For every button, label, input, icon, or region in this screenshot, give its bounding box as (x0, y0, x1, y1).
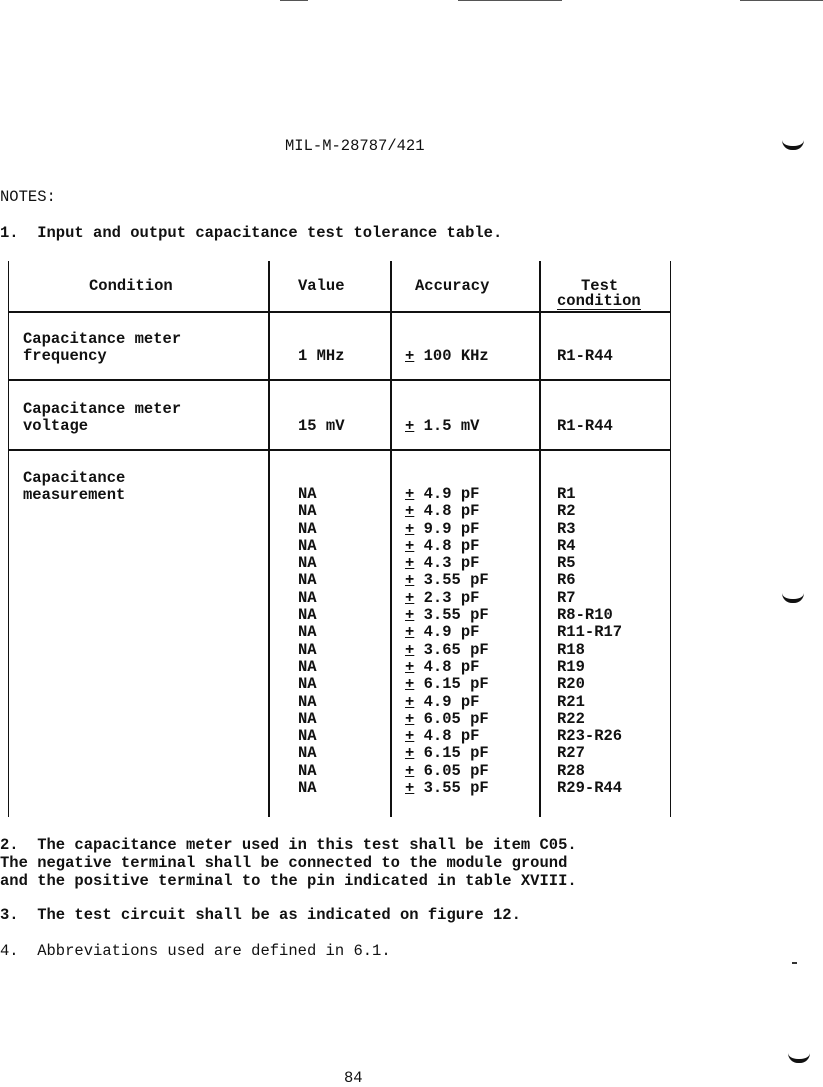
measurement-test-condition: R11-R17 (557, 623, 623, 642)
row1-test-condition: R1-R44 (557, 347, 613, 365)
measurement-test-condition: R20 (557, 675, 585, 694)
accuracy-value: 6.05 pF (414, 709, 489, 728)
capacitance-tolerance-table (8, 261, 671, 817)
measurement-test-condition: R6 (557, 571, 576, 590)
plus-minus-sign: + (405, 554, 415, 573)
measurement-values-column (298, 486, 317, 797)
measurement-accuracy (405, 676, 489, 693)
measurement-value: NA (298, 675, 317, 694)
note-4: 4. Abbreviations used are defined in 6.1. (0, 942, 391, 960)
plus-minus-sign: + (405, 709, 415, 728)
measurement-test-condition: R8-R10 (557, 606, 613, 625)
binder-mark-icon (782, 140, 804, 150)
row2-test-condition: R1-R44 (557, 417, 613, 435)
plus-minus-sign: + (405, 571, 415, 590)
measurement-accuracy (405, 607, 489, 624)
measurement-test-condition: R22 (557, 709, 585, 728)
accuracy-value: 2.3 pF (414, 588, 480, 607)
accuracy-value: 6.15 pF (414, 675, 489, 694)
measurement-test-condition: R7 (557, 588, 576, 607)
measurement-test-condition-column (557, 486, 622, 797)
row-divider (9, 379, 670, 381)
accuracy-value: 4.8 pF (414, 657, 480, 676)
measurement-accuracy (405, 590, 489, 607)
accuracy-value: 3.55 pF (414, 571, 489, 590)
speck (792, 962, 797, 964)
measurement-value: NA (298, 779, 317, 798)
measurement-accuracy (405, 780, 489, 797)
measurement-value: NA (298, 485, 317, 503)
measurement-value: NA (298, 606, 317, 625)
accuracy-value: 6.15 pF (414, 744, 489, 763)
plus-minus-sign: + (405, 692, 415, 711)
measurement-test-condition: R23-R26 (557, 727, 623, 746)
note-2-line-2: The negative terminal shall be connected to the module ground (0, 854, 568, 872)
measurement-test-condition: R19 (557, 657, 585, 676)
plus-minus-sign: + (405, 744, 415, 763)
plus-minus-sign: + (405, 779, 415, 798)
plus-minus-sign: + (405, 536, 415, 555)
measurement-accuracy (405, 486, 489, 503)
note-2-line-1: 2. The capacitance meter used in this test shall be item C05. (0, 836, 577, 854)
column-divider (539, 261, 541, 817)
measurement-accuracy (405, 642, 489, 659)
accuracy-value: 4.8 pF (414, 536, 480, 555)
measurement-value: NA (298, 657, 317, 676)
header-value: Value (298, 277, 345, 295)
measurement-accuracy (405, 521, 489, 538)
measurement-accuracy (405, 711, 489, 728)
measurement-value: NA (298, 744, 317, 763)
measurement-accuracy (405, 694, 489, 711)
accuracy-value: 4.9 pF (414, 692, 480, 711)
notes-label: NOTES: (0, 188, 56, 206)
header-test: Test (581, 277, 619, 295)
accuracy-value: 3.65 pF (414, 640, 489, 659)
measurement-value: NA (298, 519, 317, 538)
row2-accuracy: + 1.5 mV (405, 417, 480, 435)
measurement-test-condition: R5 (557, 554, 576, 573)
column-divider (268, 261, 270, 817)
measurement-value: NA (298, 727, 317, 746)
plus-minus-sign: + (405, 640, 415, 659)
scan-artifact-line (280, 0, 308, 1)
measurement-test-condition: R28 (557, 761, 585, 780)
measurement-value: NA (298, 554, 317, 573)
header-accuracy: Accuracy (415, 277, 490, 295)
header-test-condition: condition (557, 292, 641, 310)
accuracy-value: 4.3 pF (414, 554, 480, 573)
plus-minus-sign: + (405, 485, 415, 503)
measurement-accuracy (405, 659, 489, 676)
measurement-accuracy (405, 624, 489, 641)
measurement-accuracy (405, 503, 489, 520)
measurement-value: NA (298, 623, 317, 642)
measurement-value: NA (298, 761, 317, 780)
measurement-test-condition: R4 (557, 536, 576, 555)
note-3: 3. The test circuit shall be as indicated on figure 12. (0, 906, 521, 924)
scan-artifact-line (458, 0, 562, 1)
measurement-value: NA (298, 571, 317, 590)
document-number: MIL-M-28787/421 (285, 137, 425, 155)
accuracy-value: 9.9 pF (414, 519, 480, 538)
binder-mark-icon (788, 1053, 810, 1063)
row2-condition-line1: Capacitance meter (23, 400, 182, 418)
measurement-test-condition: R29-R44 (557, 779, 623, 798)
row1-condition-line2: frequency (23, 347, 107, 365)
row2-value: 15 mV (298, 417, 345, 435)
note-1: 1. Input and output capacitance test tolerance table. (0, 224, 503, 242)
measurement-accuracy (405, 538, 489, 555)
measurement-value: NA (298, 536, 317, 555)
accuracy-value: 3.55 pF (414, 606, 489, 625)
plus-minus-sign: + (405, 761, 415, 780)
plus-minus-sign: + (405, 657, 415, 676)
accuracy-value: 4.8 pF (414, 727, 480, 746)
plus-minus-sign: + (405, 588, 415, 607)
plus-minus-sign: + (405, 727, 415, 746)
measurement-accuracy (405, 572, 489, 589)
plus-minus-sign: + (405, 502, 415, 521)
measurement-accuracy (405, 728, 489, 745)
column-divider (390, 261, 392, 817)
measurement-accuracy (405, 745, 489, 762)
measurement-value: NA (298, 692, 317, 711)
measurement-accuracy-column (405, 486, 489, 797)
row1-value: 1 MHz (298, 347, 345, 365)
row-divider (9, 311, 670, 313)
row2-condition-line2: voltage (23, 417, 89, 435)
row1-accuracy: + 100 KHz (405, 347, 489, 365)
plus-minus-sign: + (405, 606, 415, 625)
accuracy-value: 4.9 pF (414, 485, 480, 503)
measurement-test-condition: R3 (557, 519, 576, 538)
measurement-accuracy (405, 555, 489, 572)
accuracy-value: 6.05 pF (414, 761, 489, 780)
measurement-value: NA (298, 640, 317, 659)
measurement-test-condition: R27 (557, 744, 585, 763)
row-divider (9, 449, 670, 451)
header-condition: Condition (89, 277, 173, 295)
measurement-value: NA (298, 709, 317, 728)
measurement-test-condition: R18 (557, 640, 585, 659)
row3-condition-line1: Capacitance (23, 469, 126, 487)
plus-minus-sign: + (405, 675, 415, 694)
measurement-accuracy (405, 763, 489, 780)
note-2-line-3: and the positive terminal to the pin indicated in table XVIII. (0, 872, 577, 890)
measurement-value: NA (298, 588, 317, 607)
scan-artifact-line (740, 0, 823, 1)
accuracy-value: 4.9 pF (414, 623, 480, 642)
page-number: 84 (344, 1069, 363, 1087)
measurement-test-condition: R21 (557, 692, 585, 711)
accuracy-value: 4.8 pF (414, 502, 480, 521)
binder-mark-icon (782, 593, 804, 603)
measurement-test-condition: R2 (557, 502, 576, 521)
row1-condition-line1: Capacitance meter (23, 330, 182, 348)
plus-minus-sign: + (405, 519, 415, 538)
row3-condition-line2: measurement (23, 486, 126, 504)
measurement-value: NA (298, 502, 317, 521)
measurement-test-condition: R1 (557, 485, 576, 503)
plus-minus-sign: + (405, 623, 415, 642)
accuracy-value: 3.55 pF (414, 779, 489, 798)
